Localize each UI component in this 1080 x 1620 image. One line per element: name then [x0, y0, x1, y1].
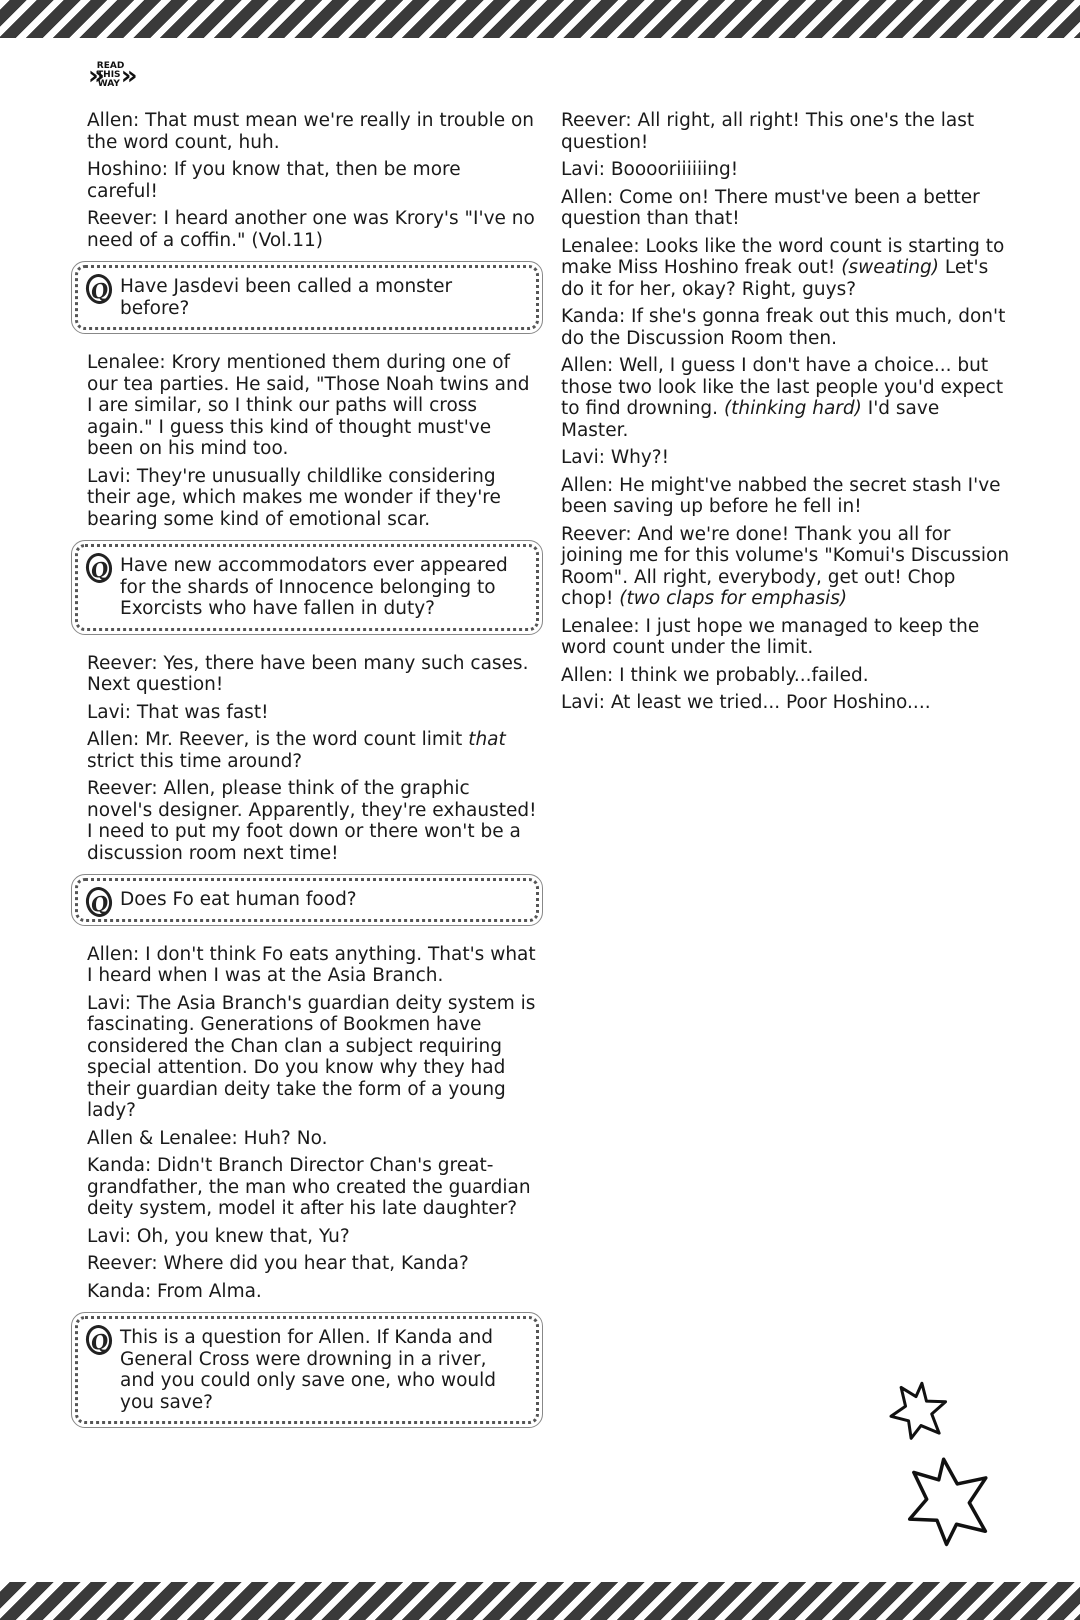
dialogue-line: Allen & Lenalee: Huh? No.: [87, 1127, 328, 1149]
question-text: Have Jasdevi been called a monster before?: [120, 276, 453, 319]
dialogue-line: Reever: I heard another one was Krory's "I've no need of a coffin." (Vol.11): [87, 208, 535, 251]
dialogue-line: Lavi: Oh, you knew that, Yu?: [87, 1225, 350, 1247]
question-box: [75, 544, 539, 631]
chevron-right-icon: »: [88, 60, 97, 91]
dialogue-line: Lenalee: Krory mentioned them during one of our tea parties. He said, "Those Noah twins and I are similar, so I think our paths will cross again." I guess this kind of thought must've been on his mind too.: [87, 352, 530, 459]
dialogue-line: Lavi: At least we tried... Poor Hoshino....: [561, 692, 931, 713]
dialogue-line: Allen: He might've nabbed the secret stash I've been saving up before he fell in!: [561, 474, 1001, 517]
question-mark-icon: Q: [84, 1323, 115, 1357]
dialogue-line: Reever: All right, all right! This one's the last question!: [561, 110, 975, 153]
right-column: [561, 110, 1011, 720]
question-text: Have new accommodators ever appeared for the shards of Innocence belonging to Exorcists who have fallen in duty?: [120, 555, 508, 619]
question-box: [75, 878, 539, 922]
dialogue-line: Lavi: That was fast!: [87, 701, 269, 723]
dialogue-line: Allen: I think we probably...failed.: [561, 664, 869, 686]
bottom-border: [0, 1582, 1080, 1620]
top-border: [0, 0, 1080, 38]
question-box: [75, 1316, 539, 1424]
dialogue-line: Allen: That must mean we're really in trouble on the word count, huh.: [87, 110, 535, 153]
dialogue-line: Kanda: From Alma.: [87, 1280, 262, 1302]
dialogue-line: Allen: Well, I guess I don't have a choice... but those two look like the last people you'd expect to find drowning. (thinking hard) I'd save Master.: [561, 355, 1004, 441]
dialogue-line: Reever: Yes, there have been many such cases. Next question!: [87, 652, 529, 695]
dialogue-line: Lavi: Why?!: [561, 447, 670, 468]
dialogue-line: Hoshino: If you know that, then be more careful!: [87, 159, 461, 202]
dialogue-line: Lavi: Booooriiiiiing!: [561, 159, 739, 180]
dialogue-line: Allen: Mr. Reever, is the word count limit that strict this time around?: [87, 729, 506, 772]
star-outline-icon: [888, 1380, 948, 1442]
question-text: This is a question for Allen. If Kanda and General Cross were drowning in a river, and you could only save one, who would you save?: [120, 1327, 497, 1413]
stage-direction: (thinking hard): [723, 398, 862, 419]
question-mark-icon: Q: [84, 272, 115, 306]
dialogue-line: Lavi: They're unusually childlike considering their age, which makes me wonder if they're bearing some kind of emotional scar.: [87, 465, 501, 530]
stage-direction: (two claps for emphasis): [619, 588, 848, 609]
question-text: Does Fo eat human food?: [120, 889, 357, 910]
dialogue-line: Lenalee: Looks like the word count is starting to make Miss Hoshino freak out! (sweating) Let's do it for her, okay? Right, guys?: [561, 235, 1005, 300]
chevron-right-icon: »: [120, 60, 130, 91]
question-box: [75, 265, 539, 330]
stage-direction: that: [468, 729, 506, 750]
dialogue-line: Lenalee: I just hope we managed to keep the word count under the limit.: [561, 615, 980, 658]
dialogue-line: Allen: Come on! There must've been a better question than that!: [561, 186, 980, 229]
dialogue-line: Reever: Where did you hear that, Kanda?: [87, 1253, 469, 1274]
dialogue-line: Lavi: The Asia Branch's guardian deity system is fascinating. Generations of Bookmen have considered the Chan clan a subject requiring special attention. Do you know why they had their guardian deity take the form of a young lady?: [87, 992, 536, 1121]
dialogue-line: Reever: Allen, please think of the graphic novel's designer. Apparently, they're exhausted! I need to put my foot down or there won't be a discussion room next time!: [87, 778, 537, 864]
stage-direction: (sweating): [841, 257, 940, 278]
dialogue-line: Kanda: Didn't Branch Director Chan's great-grandfather, the man who created the guardian deity system, model it after his late daughter?: [87, 1155, 531, 1219]
read-this-way-marker: [88, 62, 130, 89]
left-column: [87, 110, 537, 1446]
star-outline-icon: [902, 1455, 994, 1547]
question-mark-icon: Q: [84, 885, 115, 919]
read-this-way-label: READ THIS WAY: [96, 61, 125, 89]
dialogue-line: Allen: I don't think Fo eats anything. That's what I heard when I was at the Asia Branch.: [87, 943, 536, 986]
dialogue-line: Kanda: If she's gonna freak out this much, don't do the Discussion Room then.: [561, 306, 1006, 349]
dialogue-line: Reever: And we're done! Thank you all for joining me for this volume's "Komui's Discussion Room". All right, everybody, get out! Chop chop! (two claps for emphasis): [561, 523, 1010, 609]
question-mark-icon: Q: [84, 551, 115, 585]
